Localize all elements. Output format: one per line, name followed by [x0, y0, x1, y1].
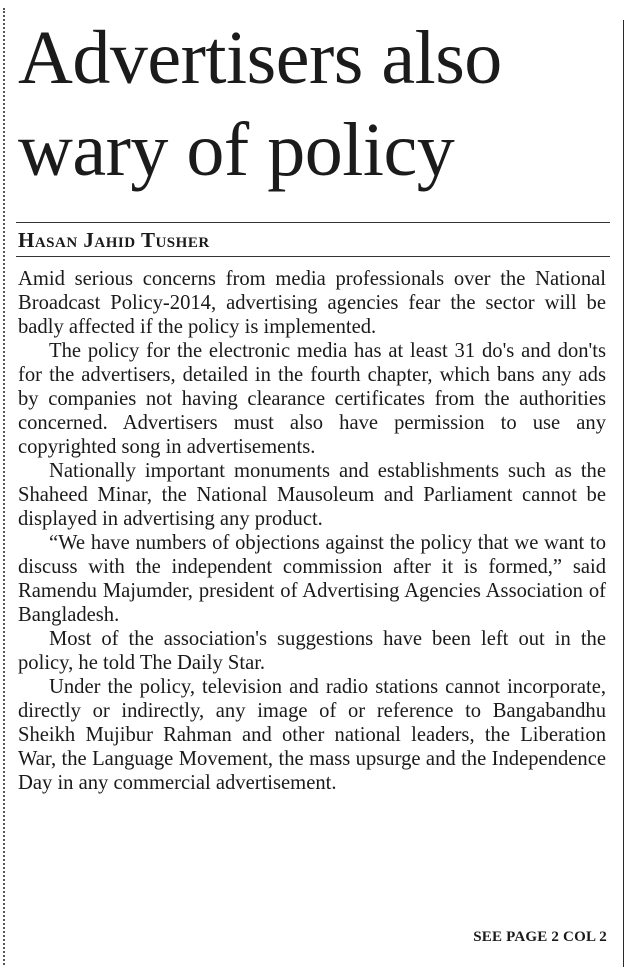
- column-right-rule: [623, 20, 624, 967]
- headline-line-2: wary of policy: [18, 108, 455, 192]
- paragraph-1: Amid serious concerns from media professionals over the National Broadcast Policy-2014, advertising agencies fear the sector will be badly affected if the policy is implemented.: [18, 268, 606, 338]
- paragraph-3: Nationally important monuments and establishments such as the Shaheed Minar, the National Mausoleum and Parliament cannot be displayed in advertising any product.: [18, 460, 606, 530]
- headline-line-1: Advertisers also: [18, 16, 502, 100]
- paragraph-2: The policy for the electronic media has at least 31 do's and don'ts for the advertisers, detailed in the fourth chapter, which bans any ads by companies not having clearance certificates from the authorities concerned. Advertisers must also have permission to use any copyrighted song in advertisements.: [18, 340, 606, 458]
- paragraph-5: Most of the association's suggestions have been left out in the policy, he told The Daily Star.: [18, 628, 606, 674]
- byline-top-rule: [16, 222, 610, 223]
- article-body: [18, 267, 606, 795]
- paragraph-4: “We have numbers of objections against the policy that we want to discuss with the independent commission after it is formed,” said Ramendu Majumder, president of Advertising Agencies Association of Bangladesh.: [18, 532, 606, 626]
- paragraph-6: Under the policy, television and radio stations cannot incorporate, directly or indirectly, any image of or reference to Bangabandhu Sheikh Mujibur Rahman and other national leaders, the Liberation War, the Language Movement, the mass upsurge and the Independence Day in any commercial advertisement.: [18, 676, 606, 794]
- byline-bottom-rule: [16, 256, 610, 257]
- headline: [18, 12, 608, 196]
- continued-jump-line: SEE PAGE 2 COL 2: [473, 929, 607, 945]
- byline: Hasan Jahid Tusher: [18, 228, 210, 252]
- column-dotted-border: [3, 8, 5, 965]
